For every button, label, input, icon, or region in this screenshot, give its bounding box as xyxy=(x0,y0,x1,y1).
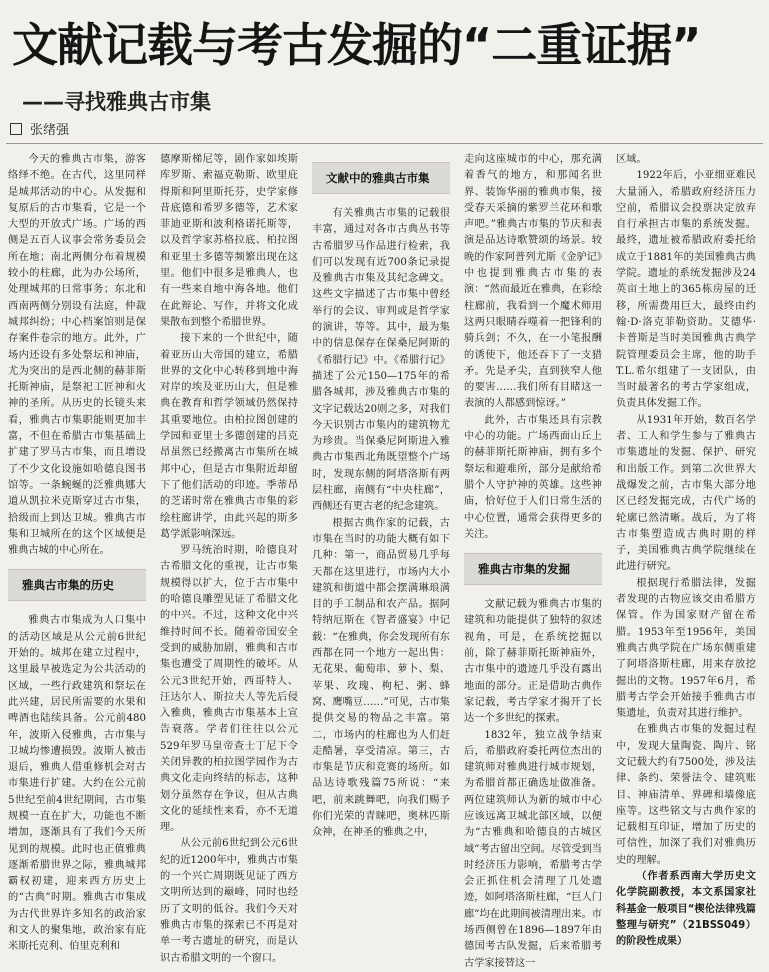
paragraph: 从1931年开始，数百名学者、工人和学生参与了雅典古市集遗址的发掘、保护、研究和出版工作。到第二次世界大战爆发之前，古市集大部分地区已经发掘完成，古代广场的轮廓已然清晰。战后，为了将古市集塑造成古典时期的样子，美国雅典古典学院继续在此进行研究。 xyxy=(616,414,756,573)
article-title: 文献记载与考古发掘的“二重证据” xyxy=(12,18,701,72)
author-note: （作者系西南大学历史文化学院副教授，本文系国家社科基金一般项目“楔伦法律残篇整理与研究”（21BSS049）的阶段性成果） xyxy=(616,871,756,948)
byline xyxy=(10,122,69,140)
paragraph: 在雅典古市集的发掘过程中，发现大量陶瓷、陶片、铭文记载大约有7500处，涉及法律、条约、荣誉法令、建筑账目、神庙清单、界碑和墙像底座等。这些铭文与古典作家的记载相互印证，增加了历史的可信性，加深了我们对雅典历史的理解。 xyxy=(616,724,756,866)
paragraph: 罗马统治时期，哈德良对古希腊文化的重视，让古市集规模得以扩大，位于古市集中的哈德良雕塑见证了希腊文化的中兴。不过，这种文化中兴维持时间不长。随着帝国安全受到的威胁加剧，雅典和古市集也遭受了周期性的破坏。从公元3世纪开始，西哥特人、汪达尔人、斯拉夫人等先后侵入雅典，雅典古市集基本上宣告衰落。学者们往往以公元529年罗马皇帝查士丁尼下令关闭异教的柏拉图学园作为古典文化走向终结的标志，这种划分虽然存在争议，但从古典文化的延续性来看，亦不无道理。 xyxy=(160,545,298,834)
column-5 xyxy=(616,152,756,948)
byline-square-icon xyxy=(10,123,22,135)
article-subtitle: ——寻找雅典古市集 xyxy=(22,90,211,114)
paragraph: 根据现行希腊法律，发掘者发现的古物应该交由希腊方保管。作为国家财产留在希腊。1953年至1956年，美国雅典古典学院在广场东侧重建了阿塔洛斯柱廊，用来存放挖掘出的文物。1957年6月，希腊考古学会开始接手雅典古市集遗址，负责对其进行维护。 xyxy=(616,577,756,720)
section-heading: 雅典古市集的发掘 xyxy=(464,553,602,585)
paragraph: 文献记载为雅典古市集的建筑和功能提供了独特的叙述视角，可是，在系统挖掘以前，除了赫菲斯托斯神庙外，古市集中的遗迹几乎没有露出地面的部分。正是借助古典作家记载，考古学家才揭开了长达一个多世纪的探索。 xyxy=(464,599,602,725)
paragraph: 从公元前6世纪到公元6世纪的近1200年中，雅典古市集的一个兴亡周期既见证了西方文明所达到的巅峰，同时也经历了文明的低谷。我们今天对雅典古市集的探索已不再是对单一考古遗址的研究，而是认识古希腊文明的一个窗口。 xyxy=(160,838,298,964)
column-1 xyxy=(8,152,146,953)
paragraph: 此外，古市集还具有宗教中心的功能。广场西面山丘上的赫菲斯托斯神庙，拥有多个祭坛和避难所，部分是献给希腊个人守护神的英雄。这些神庙，恰好位于人们日常生活的中心位置，通常会获得更多的关注。 xyxy=(464,414,602,540)
author-name: 张绪强 xyxy=(30,123,70,138)
paragraph: 雅典古市集成为人口集中的活动区域是从公元前6世纪开始的。城邦在建立过程中，这里最早被选定为公共活动的区域，一些行政建筑和祭坛在此兴建，居民所需要的水果和啤酒也陆续具备。公元前480年，波斯入侵雅典，古市集与卫城均惨遭损毁。波斯人被击退后，雅典人借重修机会对古市集进行扩建。大约在公元前5世纪至前4世纪期间，古市集规模一直在扩大，功能也不断增加，逐渐具有了我们今天所见到的规模。此时也正值雅典逐渐希腊世界之际，雅典城邦霸权初建，迎来西方历史上的“古典”时期。雅典古市集成为古代世界许多知名的政治家和文人的聚集地，政治家有庇米斯托克利、伯里克利和 xyxy=(8,615,146,953)
paragraph: 接下来的一个世纪中，随着亚历山大帝国的建立，希腊世界的文化中心转移到地中海对岸的埃及亚历山大，但是雅典在教育和哲学领域仍然保持其重要地位。由柏拉图创建的学园和亚里士多德创建的吕克昂虽然已经搬离古市集所在城邦中心，但是古市集附近却留下了他们活动的印迹。季蒂昂的芝诺时常在雅典古市集的彩绘柱廊讲学，由此兴起的斯多葛学派影响深远。 xyxy=(160,333,298,540)
section-heading: 文献中的雅典古市集 xyxy=(312,162,450,194)
section-heading: 雅典古市集的历史 xyxy=(8,569,146,601)
column-2 xyxy=(160,152,298,964)
column-4 xyxy=(464,152,602,969)
paragraph: 区域。 xyxy=(616,154,647,165)
header-divider xyxy=(6,143,763,144)
column-3 xyxy=(312,152,450,839)
paragraph: 走向这座城市的中心，那充满着香气的地方，和那闻名世界、装饰华丽的雅典市集，接受春天采摘的紫罗兰花环和歌声吧。”雅典古市集的节庆和表演是品达诗歌赞颂的场景。较晚的作家阿普列尤斯《金驴记》中也提到雅典古市集的表演：“然而最近在雅典，在彩绘柱廊前，我看到一个魔术师用这两只眼睛吞噬着一把锋利的骑兵剑；不久，在一小笔报酬的诱使下，他还吞下了一支猎矛。先是矛尖，直到狭窄人他的要害……我们所有目睹这一表演的人都感到惊讶。” xyxy=(464,154,602,410)
paragraph: 有关雅典古市集的记载很丰富，通过对各市古典丛书等古希腊罗马作品进行检索，我们可以发现有近700条记录提及雅典古市集及其纪念碑文。这些文字描述了古市集中曾经举行的会议、审判或是哲学家的演讲，等等。其中，最为集中的信息保存在保桑尼阿斯的《希腊行记》中。《希腊行记》描述了公元150—175年的希腊各城邦，涉及雅典古市集的文字记载达20则之多，对我们今天识别古市集内的建筑物尤为珍贵。当保桑尼阿斯进入雅典古市集西北角既望整个广场时，发现东侧的阿塔洛斯有两层柱廊，南侧有“中央柱廊”，西侧还有更古老的纪念建筑。 xyxy=(312,208,450,513)
paragraph: 德摩斯梯尼等，剧作家如埃斯库罗斯、索福克勒斯、欧里庇得斯和阿里斯托芬，史学家修昔底德和希罗多德等，艺术家菲迪亚斯和波利格诺托斯等，以及哲学家苏格拉底、柏拉图和亚里士多德等频繁出现在这里。他们中很多是雅典人，也有一些来自地中海各地。他们在此辩论、写作，并将文化成果散布到整个希腊世界。 xyxy=(160,154,298,328)
paragraph: 根据古典作家的记载，古市集在当时的功能大概有如下几种：第一，商品贸易几乎每天都在这里进行，市场内大小建筑和街道中都会摆满琳琅满目的手工制品和农产品。据阿特纳厄斯在《智者盛宴》中记载：“在雅典，你会发现所有东西都在同一个地方一起出售：无花果、葡萄串、萝卜、梨、苹果、玫瑰、枸杞、粥、蜂窝、鹰嘴豆……”可见，古市集提供交易的物品之丰富。第二，市场内的柱廊也为人们赶走酷暑，享受清凉。第三，古市集是节庆和竞赛的场所。如品达诗歌残篇75所说：“来吧，前来跳舞吧，向我们赐予你们光荣的青睐吧，奥林匹斯众神，在神圣的雅典之中， xyxy=(312,517,450,839)
paragraph: 今天的雅典古市集，游客络绎不绝。在古代，这里同样是城邦活动的中心。从发掘和复原后的古市集看，它是一个大型的开放式广场。广场的西侧是五百人议事会常务委员会所在地；南北两侧分布着规模较小的柱廊，此为办公场所，处理城邦的日常事务；东北和西南两侧分别设有法庭，仲裁城邦纠纷；中心档案馆则是保存案件卷宗的地方。此外，广场内还设有多处祭坛和神庙，尤为突出的是西北侧的赫菲斯托斯神庙，是祭祀工匠神和火神的圣所。从历史的长镜头来看，雅典古市集职能则更加丰富，不但在希腊古市集基础上扩建了罗马古市集，而且增设了不少文化设施如哈德良图书馆等。一条蜿蜒的泛雅典娜大道从凯拉米克斯穿过古市集，拾级而上到达卫城。雅典古市集和卫城所在的这个区域便是雅典古城的中心所在。 xyxy=(8,154,146,557)
paragraph: 1922年后，小亚细亚难民大量涌入，希腊政府经济压力空前，希腊议会投票决定放弃自行承担古市集的系统发掘。最终，遗址被希腊政府委托给成立于1881年的美国雅典古典学院。遗址的系统发掘涉及24英亩土地上的365栋房屋的迁移，所需费用巨大，最终由约翰·D·洛克菲勒资助。艾德华·卡普斯是当时美国雅典古典学院管理委员会主席，他的助手T.L.希尔组建了一支团队，由当时最著名的考古学家组成，负责具体发掘工作。 xyxy=(616,170,756,410)
paragraph: 1832年，独立战争结束后，希腊政府委托两位杰出的建筑师对雅典进行城市规划，为希腊首都正确选址做准备。两位建筑师认为新的城市中心应该远离卫城北部区域，以便为“古雅典和哈德良的古城区域”考古留出空间。尽管受到当时经济压力影响，希腊考古学会正抓住机会清理了几处遗迹，如阿塔洛斯柱廊，“巨人门廊”均在此期间被清理出来。市场西侧曾在1896—1897年由德国考古队发掘，后来希腊考古学家接替这一 xyxy=(464,729,602,969)
